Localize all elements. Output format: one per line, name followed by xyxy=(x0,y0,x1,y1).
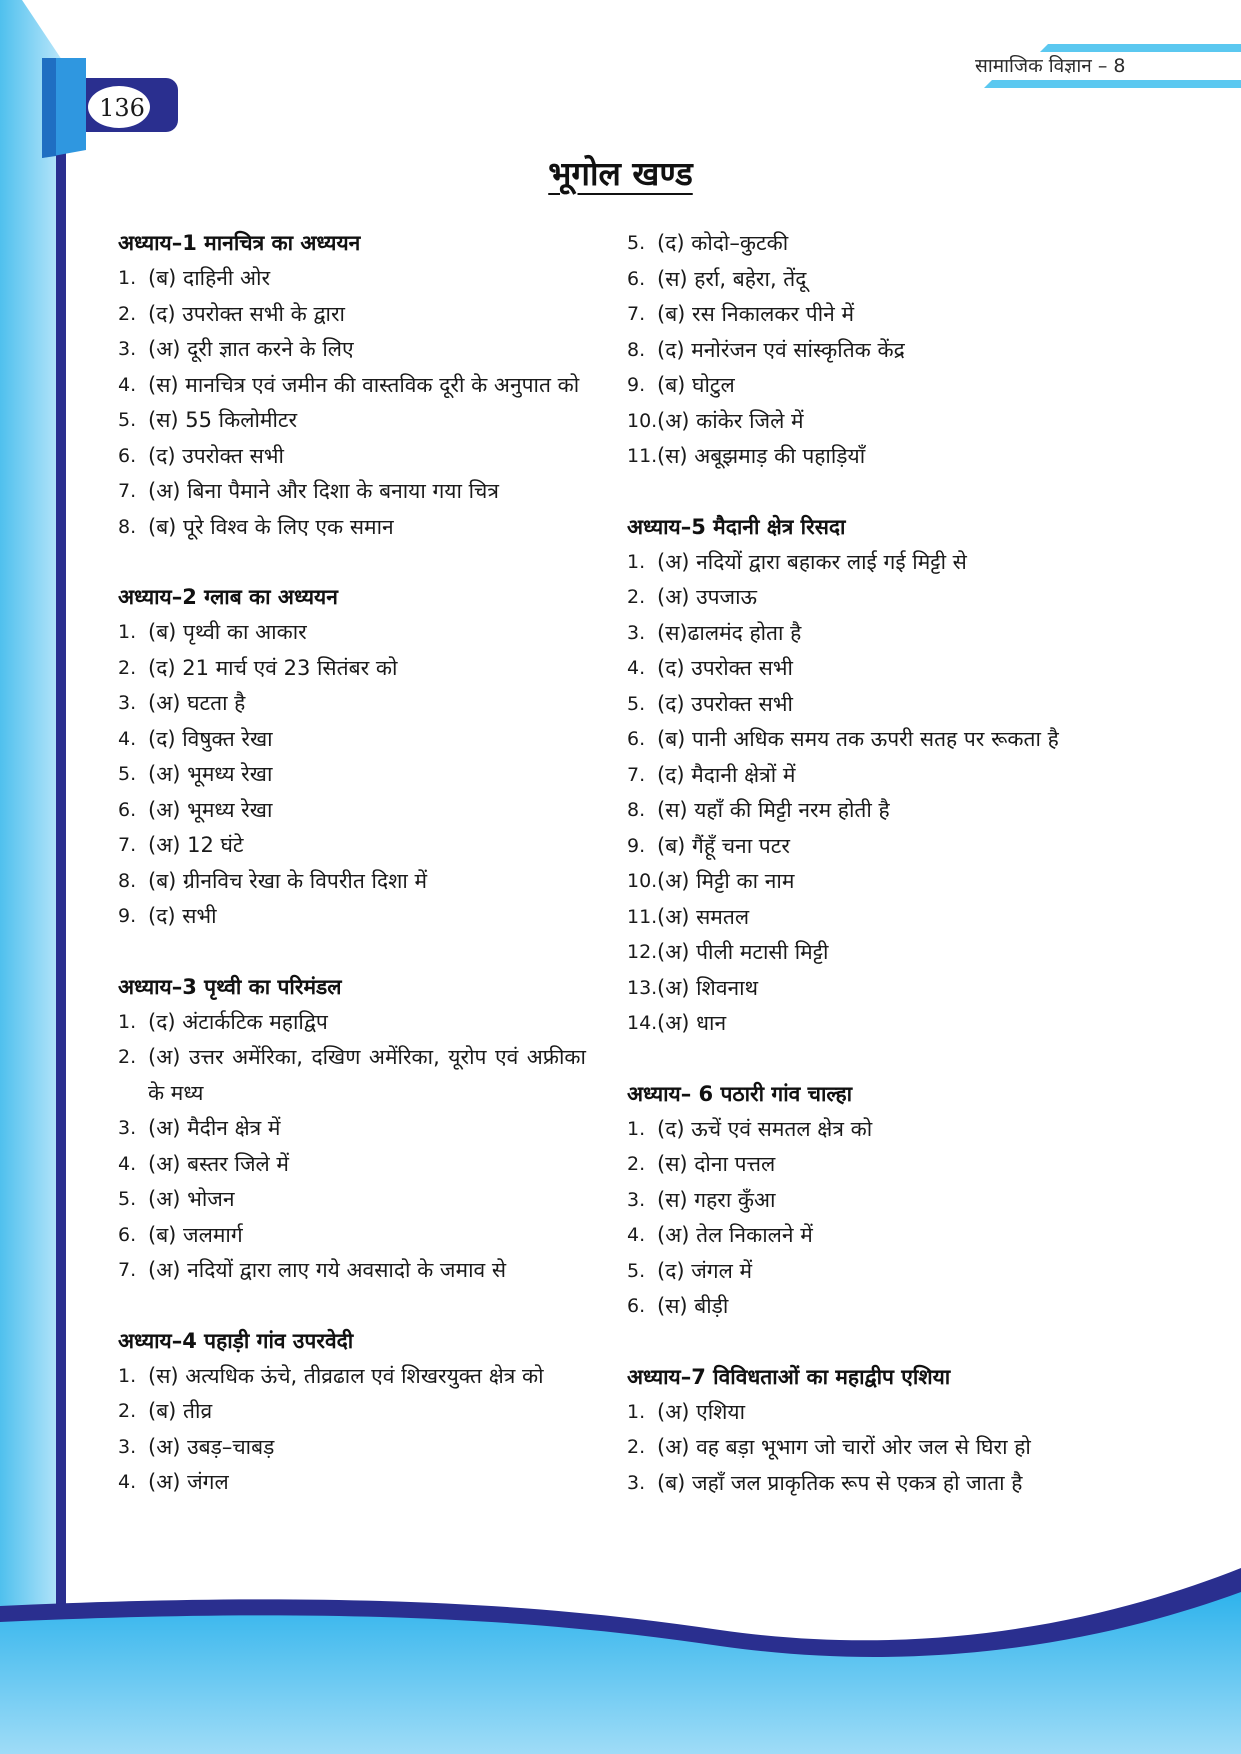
answer-text: (अ) जंगल xyxy=(148,1470,229,1494)
answer-text: (अ) उत्तर अमेंरिका, दखिण अमेंरिका, यूरोप एवं अफ्रीका के मध्य xyxy=(148,1045,586,1105)
answer-text: (ब) जलमार्ग xyxy=(148,1222,243,1247)
answer-number: 11. xyxy=(627,445,658,467)
answer-item xyxy=(627,935,1097,971)
chapter-heading: अध्याय–1 मानचित्र का अध्ययन xyxy=(118,231,361,255)
answer-item xyxy=(627,1289,1097,1325)
answer-number: 4. xyxy=(118,1152,137,1175)
page-number: 136 xyxy=(99,94,145,122)
answer-item xyxy=(627,758,1097,794)
answer-number: 12. xyxy=(627,941,658,963)
chapter-section xyxy=(118,580,586,935)
answer-text: (अ) घटता है xyxy=(148,691,246,715)
answer-item xyxy=(118,261,586,297)
answer-number: 6. xyxy=(118,444,137,467)
answer-text: (द) विषुक्त रेखा xyxy=(148,726,273,751)
answer-number: 6. xyxy=(118,1223,137,1246)
answer-number: 5. xyxy=(118,409,137,431)
answer-number: 6. xyxy=(627,728,646,750)
answer-number: 2. xyxy=(118,656,137,679)
answer-text: (द) 21 मार्च एवं 23 सितंबर को xyxy=(148,655,398,680)
answer-number: 3. xyxy=(118,338,137,360)
answer-number: 6. xyxy=(627,267,646,290)
answer-number: 7. xyxy=(627,303,646,325)
answer-item xyxy=(118,828,586,864)
answer-text: (द) उपरोक्त सभी के द्वारा xyxy=(148,301,345,326)
answer-number: 3. xyxy=(118,692,137,714)
answer-text: (अ) नदियों द्वारा लाए गये अवसादो के जमाव से xyxy=(148,1258,507,1282)
answer-item xyxy=(118,1253,586,1289)
answer-item xyxy=(627,900,1097,936)
answer-text: (स) यहाँ की मिट्टी नरम होती है xyxy=(657,798,890,822)
answer-item xyxy=(118,474,586,510)
answer-number: 8. xyxy=(627,799,646,821)
answer-text: (स) बीड़ी xyxy=(657,1294,729,1318)
header-stripe-bottom xyxy=(984,80,1241,88)
chapter-heading: अध्याय–7 विविधताओं का महाद्वीप एशिया xyxy=(627,1364,951,1389)
answer-item xyxy=(118,510,586,546)
answer-item xyxy=(118,332,586,368)
answer-number: 5. xyxy=(118,1188,137,1210)
answer-item xyxy=(627,616,1097,652)
left-margin-band xyxy=(0,0,62,1754)
answer-item xyxy=(118,793,586,829)
answer-text: (ब) तीव्र xyxy=(148,1399,213,1423)
answer-text: (अ) उपजाऊ xyxy=(657,585,758,609)
running-header: सामाजिक विज्ञान – 8 xyxy=(975,55,1126,77)
answer-item xyxy=(627,651,1097,687)
answer-item xyxy=(118,297,586,333)
answer-item xyxy=(627,439,1097,475)
answer-number: 4. xyxy=(627,657,646,679)
answer-text: (अ) धान xyxy=(657,1011,727,1035)
answer-number: 3. xyxy=(627,1188,646,1211)
answer-number: 1. xyxy=(118,267,137,289)
answer-number: 1. xyxy=(118,1010,137,1033)
answer-item xyxy=(118,1218,586,1254)
answer-item xyxy=(627,1254,1097,1290)
answer-text: (द) सभी xyxy=(148,904,217,928)
answer-number: 2. xyxy=(627,586,646,608)
answer-item xyxy=(118,1430,586,1466)
answer-number: 5. xyxy=(118,763,137,785)
answer-item xyxy=(627,262,1097,298)
answer-number: 5. xyxy=(627,1259,646,1282)
answer-item xyxy=(627,368,1097,404)
bottom-wave-light xyxy=(0,1592,1241,1754)
answer-number: 2. xyxy=(627,1436,646,1458)
answer-text: (अ) मैदीन क्षेत्र में xyxy=(148,1116,281,1140)
answer-item xyxy=(627,1218,1097,1254)
answer-number: 4. xyxy=(627,1224,646,1246)
answer-item xyxy=(118,1465,586,1501)
answer-item xyxy=(118,439,586,475)
answer-text: (ब) पृथ्वी का आकार xyxy=(148,620,307,644)
answer-item xyxy=(627,829,1097,865)
answer-item xyxy=(627,333,1097,369)
answer-item xyxy=(627,1006,1097,1042)
answer-text: (स) अबूझमाड़ की पहाड़ियाँ xyxy=(657,444,866,468)
answer-text: (ब) पूरे विश्व के लिए एक समान xyxy=(148,514,394,539)
answer-text: (अ) भूमध्य रेखा xyxy=(148,797,273,822)
chapter-heading: अध्याय–4 पहाड़ी गांव उपरवेदी xyxy=(118,1328,354,1353)
answer-text: (स) हर्रा, बहेरा, तेंदू xyxy=(657,266,807,291)
chapter-heading: अध्याय–5 मैदानी क्षेत्र रिसदा xyxy=(627,514,846,539)
answer-number: 2. xyxy=(627,1153,646,1175)
answer-text: (ब) दाहिनी ओर xyxy=(148,266,271,290)
answer-number: 3. xyxy=(118,1117,137,1139)
answer-text: (द) उपरोक्त सभी xyxy=(657,691,793,716)
answer-number: 7. xyxy=(118,834,137,856)
answer-text: (अ) 12 घंटे xyxy=(148,833,244,857)
answer-text: (द) उपरोक्त सभी xyxy=(148,443,284,468)
answer-number: 4. xyxy=(118,727,137,750)
answer-text: (अ) मिट्टी का नाम xyxy=(657,869,795,893)
answer-item xyxy=(627,1112,1097,1148)
answer-number: 1. xyxy=(118,1364,137,1387)
answer-item xyxy=(118,1359,586,1395)
answer-text: (द) मनोरंजन एवं सांस्कृतिक केंद्र xyxy=(657,337,905,362)
answer-text: (स) 55 किलोमीटर xyxy=(148,408,298,432)
answer-number: 1. xyxy=(627,550,646,573)
answer-text: (स)ढालमंद होता है xyxy=(657,620,802,645)
answer-text: (ब) घोटुल xyxy=(657,373,735,397)
answer-number: 1. xyxy=(118,621,137,643)
answer-item xyxy=(118,757,586,793)
page-title xyxy=(0,150,1241,195)
answer-text: (स) मानचित्र एवं जमीन की वास्तविक दूरी के अनुपात को xyxy=(148,372,580,397)
answer-item xyxy=(118,1394,586,1430)
answer-item xyxy=(118,403,586,439)
answer-number: 10. xyxy=(627,409,658,432)
answer-text: (अ) समतल xyxy=(657,904,750,929)
chapter-heading: अध्याय–2 ग्लाब का अध्ययन xyxy=(118,585,338,609)
chapter-section xyxy=(118,226,586,545)
answer-text: (द) जंगल में xyxy=(657,1258,753,1283)
answer-text: (अ) उबड़–चाबड़ xyxy=(148,1434,275,1459)
answer-item xyxy=(627,580,1097,616)
answer-item xyxy=(627,226,1097,262)
answer-item xyxy=(118,1182,586,1218)
answer-number: 3. xyxy=(627,1471,646,1494)
answer-number: 4. xyxy=(118,1471,137,1493)
answer-item xyxy=(627,1430,1097,1466)
answer-number: 5. xyxy=(627,232,646,254)
answer-text: (ब) जहाँ जल प्राकृतिक रूप से एकत्र हो जाता है xyxy=(657,1470,1023,1495)
answer-item xyxy=(118,686,586,722)
chapter-heading: अध्याय– 6 पठारी गांव चाल्हा xyxy=(627,1081,853,1106)
answer-number: 11. xyxy=(627,905,658,928)
answer-item xyxy=(118,1111,586,1147)
answer-number: 4. xyxy=(118,373,137,396)
answer-item xyxy=(118,651,586,687)
answer-number: 9. xyxy=(627,834,646,857)
answer-item xyxy=(118,1005,586,1041)
answer-text: (ब) ग्रीनविच रेखा के विपरीत दिशा में xyxy=(148,868,428,893)
answer-number: 14. xyxy=(627,1012,658,1034)
answer-number: 5. xyxy=(627,692,646,715)
answer-item xyxy=(627,1183,1097,1219)
answer-text: (द) अंटार्कटिक महाद्विप xyxy=(148,1009,328,1034)
answer-item xyxy=(627,793,1097,829)
answer-item xyxy=(627,1147,1097,1183)
answer-number: 7. xyxy=(118,480,137,502)
answer-text: (स) दोना पत्तल xyxy=(657,1152,776,1176)
answer-text: (अ) शिवनाथ xyxy=(657,975,759,1000)
answer-text: (अ) दूरी ज्ञात करने के लिए xyxy=(148,337,354,361)
answer-number: 1. xyxy=(627,1117,646,1140)
answer-text: (अ) बिना पैमाने और दिशा के बनाया गया चित्र xyxy=(148,479,499,503)
chapter-section xyxy=(118,970,586,1289)
answer-number: 6. xyxy=(118,798,137,821)
answer-text: (अ) तेल निकालने में xyxy=(657,1223,813,1247)
answer-item xyxy=(627,971,1097,1007)
answer-number: 9. xyxy=(627,374,646,396)
answer-text: (द) मैदानी क्षेत्रों में xyxy=(657,762,796,787)
page-title-text: भूगोल खण्ड xyxy=(548,154,693,193)
chapter-section xyxy=(627,510,1097,1042)
answer-number: 9. xyxy=(118,905,137,927)
answer-text: (द) कोदो–कुटकी xyxy=(657,231,789,255)
answer-item xyxy=(118,899,586,935)
answer-text: (अ) भोजन xyxy=(148,1187,235,1211)
chapter-section xyxy=(627,226,1097,475)
answer-item xyxy=(627,687,1097,723)
answer-text: (ब) पानी अधिक समय तक ऊपरी सतह पर रूकता है xyxy=(657,727,1059,751)
answer-item xyxy=(118,1147,586,1183)
answer-number: 1. xyxy=(627,1400,646,1423)
answer-number: 8. xyxy=(118,515,137,538)
answer-number: 8. xyxy=(627,338,646,361)
answer-text: (द) ऊचें एवं समतल क्षेत्र को xyxy=(657,1116,873,1141)
answer-text: (द) उपरोक्त सभी xyxy=(657,656,793,680)
answer-number: 7. xyxy=(627,763,646,786)
answer-item xyxy=(118,1040,586,1111)
answer-number: 2. xyxy=(118,302,137,325)
answer-column-right xyxy=(627,226,1097,1536)
answer-number: 2. xyxy=(118,1046,137,1068)
answer-text: (अ) पीली मटासी मिट्टी xyxy=(657,940,829,964)
answer-column-left xyxy=(118,226,586,1536)
answer-number: 3. xyxy=(627,621,646,644)
answer-text: (अ) कांकेर जिले में xyxy=(657,408,804,433)
answer-number: 8. xyxy=(118,869,137,892)
chapter-section xyxy=(118,1324,586,1501)
answer-number: 6. xyxy=(627,1295,646,1317)
answer-item xyxy=(118,864,586,900)
answer-text: (अ) भूमध्य रेखा xyxy=(148,762,273,786)
answer-text: (स) अत्यधिक ऊंचे, तीव्रढाल एवं शिखरयुक्त क्षेत्र को xyxy=(148,1363,544,1388)
answer-text: (अ) वह बड़ा भूभाग जो चारों ओर जल से घिरा हो xyxy=(657,1435,1031,1459)
answer-text: (अ) बस्तर जिले में xyxy=(148,1151,289,1176)
chapter-heading: अध्याय–3 पृथ्वी का परिमंडल xyxy=(118,974,342,999)
answer-text: (अ) एशिया xyxy=(657,1399,746,1424)
answer-item xyxy=(118,368,586,404)
answer-item xyxy=(627,1466,1097,1502)
answer-item xyxy=(627,722,1097,758)
answer-item xyxy=(627,297,1097,333)
answer-number: 13. xyxy=(627,976,658,999)
answer-item xyxy=(627,404,1097,440)
answer-text: (स) गहरा कुँआ xyxy=(657,1187,776,1212)
answer-number: 3. xyxy=(118,1435,137,1458)
answer-item xyxy=(627,864,1097,900)
answer-number: 7. xyxy=(118,1259,137,1281)
chapter-section xyxy=(627,1077,1097,1325)
header-stripe-top xyxy=(1040,44,1241,52)
answer-item xyxy=(627,1395,1097,1431)
left-vertical-rule xyxy=(56,60,66,1620)
answer-item xyxy=(118,615,586,651)
answer-item xyxy=(627,545,1097,581)
answer-text: (ब) गैंहूँ चना पटर xyxy=(657,833,790,858)
answer-item xyxy=(118,722,586,758)
chapter-section xyxy=(627,1360,1097,1502)
answer-number: 10. xyxy=(627,870,658,892)
answer-number: 2. xyxy=(118,1400,137,1422)
answer-text: (अ) नदियों द्वारा बहाकर लाई गई मिट्टी से xyxy=(657,549,967,574)
answer-text: (ब) रस निकालकर पीने में xyxy=(657,302,855,326)
